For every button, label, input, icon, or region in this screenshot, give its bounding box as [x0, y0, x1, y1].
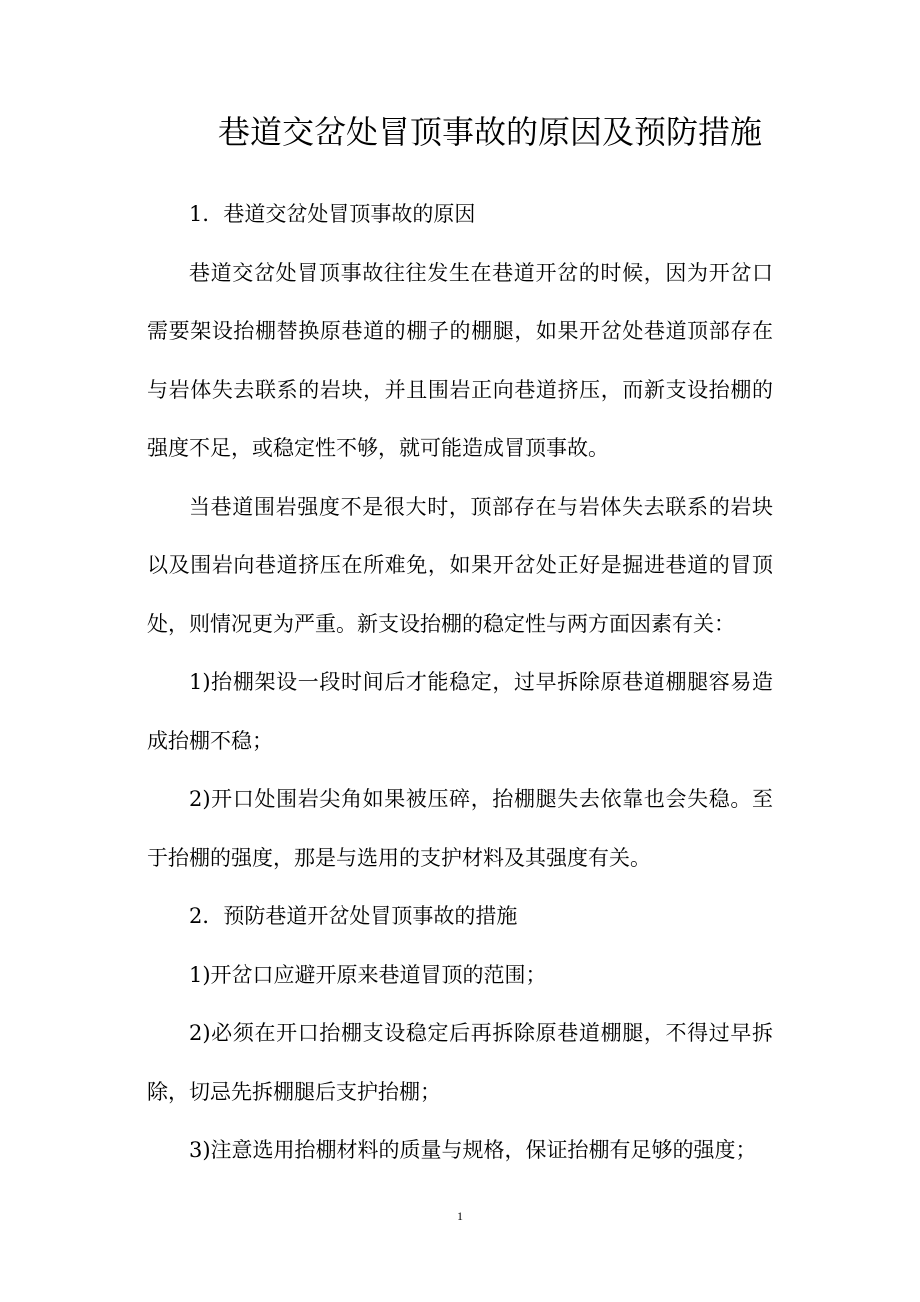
- document-title: 巷道交岔处冒顶事故的原因及预防措施: [217, 113, 762, 151]
- list-item-measure-3: 3)注意选用抬棚材料的质量与规格，保证抬棚有足够的强度；: [189, 1138, 757, 1162]
- paragraph-rock-conditions: 当巷道围岩强度不是很大时，顶部存在与岩体失去联系的岩块以及围岩向巷道挤压在所难免，如果开岔处正好是掘进巷道的冒顶处，则情况更为严重。新支设抬棚的稳定性与两方面因素有关：: [147, 494, 773, 636]
- heading-causes: 1．巷道交岔处冒顶事故的原因: [189, 202, 476, 226]
- paragraph-causes-description: 巷道交岔处冒顶事故往往发生在巷道开岔的时候，因为开岔口需要架设抬棚替换原巷道的棚子的棚腿，如果开岔处巷道顶部存在与岩体失去联系的岩块，并且围岩正向巷道挤压，而新支设抬棚的强度不足，或稳定性不够，就可能造成冒顶事故。: [147, 260, 773, 460]
- page-number: 1: [457, 1209, 463, 1223]
- list-item-measure-2: 2)必须在开口抬棚支设稳定后再拆除原巷道棚腿，不得过早拆除，切忌先拆棚腿后支护抬棚；: [147, 1021, 773, 1104]
- list-item-measure-1: 1)开岔口应避开原来巷道冒顶的范围；: [189, 962, 547, 987]
- list-item-factor-2: 2)开口处围岩尖角如果被压碎，抬棚腿失去依靠也会失稳。至于抬棚的强度，那是与选用的支护材料及其强度有关。: [147, 787, 773, 870]
- heading-measures: 2．预防巷道开岔处冒顶事故的措施: [189, 904, 518, 928]
- document-body: [147, 185, 773, 1180]
- list-item-factor-1: 1)抬棚架设一段时间后才能稳定，过早拆除原巷道棚腿容易造成抬棚不稳；: [147, 670, 773, 753]
